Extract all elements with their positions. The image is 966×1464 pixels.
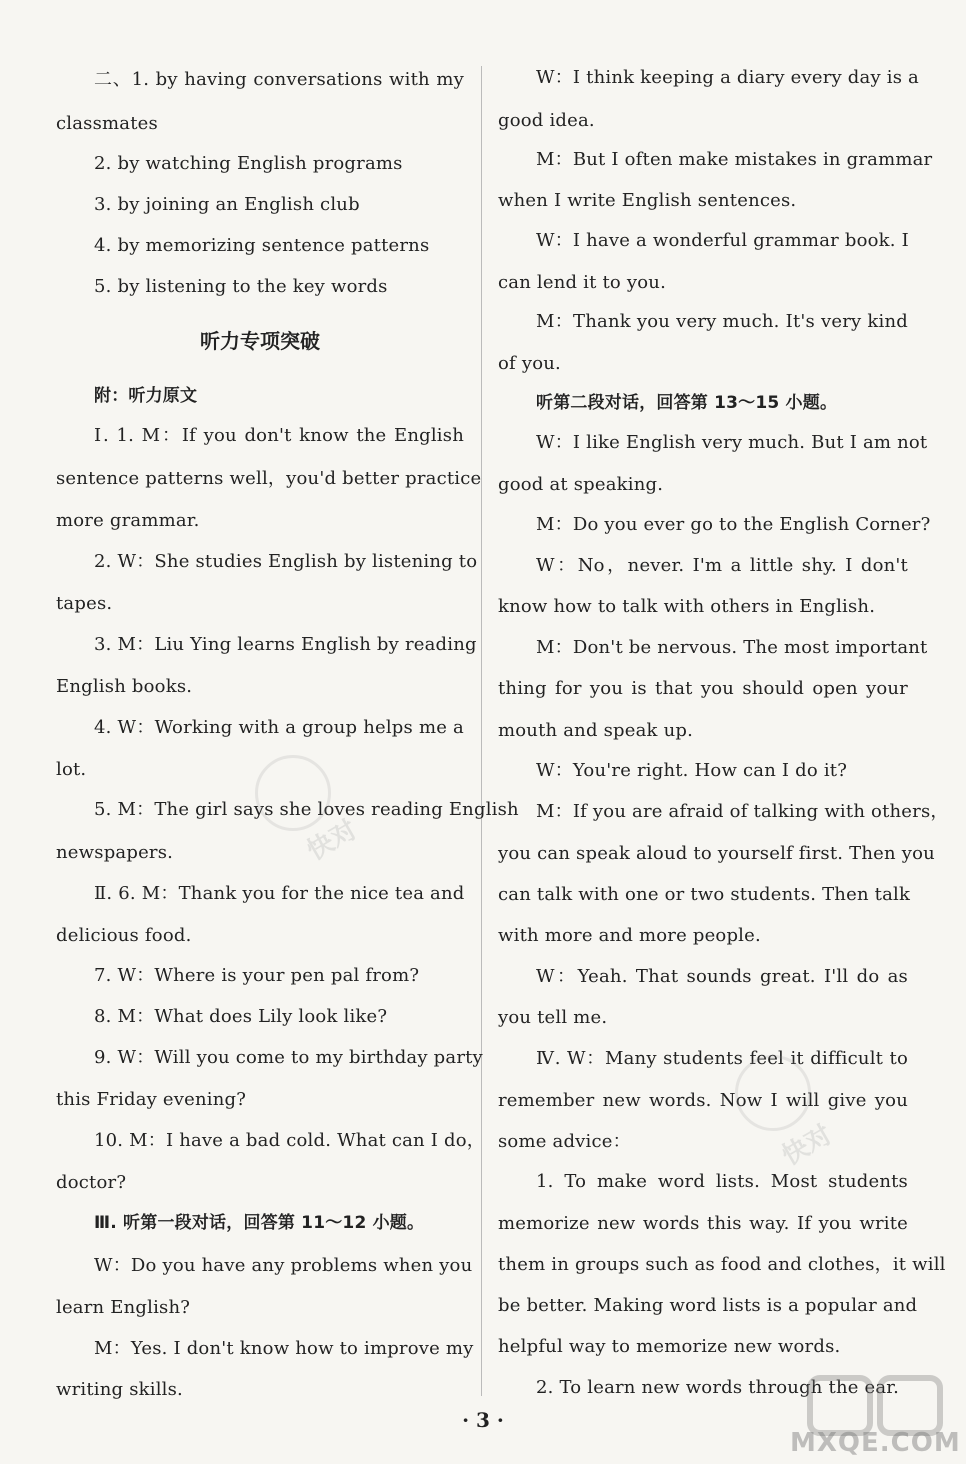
transcript-line: M：Don't be nervous. The most important [536, 637, 928, 658]
transcript-line: 10. M：I have a bad cold. What can I do， [94, 1130, 485, 1151]
answer-line: 3. by joining an English club [94, 194, 360, 215]
transcript-line: helpful way to memorize new words. [498, 1336, 841, 1357]
transcript-line: M：But I often make mistakes in grammar [536, 149, 933, 170]
transcript-line: you tell me. [498, 1007, 608, 1028]
transcript-line: can lend it to you. [498, 272, 666, 293]
transcript-line: W：I have a wonderful grammar book. I [536, 230, 909, 251]
watermark-text: 快对 [302, 814, 363, 867]
transcript-line: know how to talk with others in English. [498, 596, 876, 617]
transcript-line: sentence patterns well，you'd better practice [56, 468, 482, 489]
transcript-line: good at speaking. [498, 474, 664, 495]
site-watermark-text: MXQE.COM [790, 1428, 961, 1458]
transcript-line: be better. Making word lists is a popular and [498, 1295, 918, 1316]
transcript-line: M：If you are afraid of talking with others， [536, 801, 949, 822]
watermark-circle-icon [255, 755, 331, 831]
section-heading: 听力专项突破 [200, 329, 320, 353]
transcript-line: lot. [56, 759, 87, 780]
transcript-line: writing skills. [56, 1379, 183, 1400]
watermark-circle-icon [735, 1055, 811, 1131]
transcript-line: newspapers. [56, 842, 174, 863]
transcript-line: good idea. [498, 110, 595, 131]
transcript-line: of you. [498, 353, 561, 374]
watermark-text: 快对 [777, 1119, 838, 1172]
transcript-line: this Friday evening? [56, 1089, 247, 1110]
transcript-line: remember new words. Now I will give you [498, 1090, 908, 1111]
transcript-line: when I write English sentences. [498, 190, 797, 211]
section-instruction: Ⅲ. 听第一段对话，回答第 11～12 小题。 [94, 1213, 425, 1233]
transcript-line: learn English? [56, 1297, 191, 1318]
transcript-line: with more and more people. [498, 925, 761, 946]
transcript-line: W：No，never. I'm a little shy. I don't [536, 555, 908, 576]
transcript-line: thing for you is that you should open your [498, 678, 908, 699]
transcript-line: M：Thank you very much. It's very kind [536, 311, 908, 332]
transcript-line: W：I think keeping a diary every day is a [536, 67, 919, 88]
transcript-line: some advice： [498, 1131, 631, 1152]
transcript-line: Ⅰ. 1. M：If you don't know the English [94, 425, 464, 446]
transcript-line: you can speak aloud to yourself first. Then you [498, 843, 935, 864]
transcript-line: more grammar. [56, 510, 200, 531]
transcript-line: W：You're right. How can I do it? [536, 760, 848, 781]
transcript-line: 2. W：She studies English by listening to [94, 551, 478, 572]
transcript-line: W：Do you have any problems when you [94, 1255, 473, 1276]
transcript-line: W：I like English very much. But I am not [536, 432, 928, 453]
transcript-line: 9. W：Will you come to my birthday party [94, 1047, 483, 1068]
transcript-line: M：Do you ever go to the English Corner? [536, 514, 931, 535]
transcript-line: doctor? [56, 1172, 127, 1193]
transcript-line: tapes. [56, 593, 113, 614]
transcript-line: 2. To learn new words through the ear. [536, 1377, 900, 1398]
answer-line: 二、1. by having conversations with my [94, 69, 464, 90]
transcript-line: Ⅱ. 6. M：Thank you for the nice tea and [94, 883, 465, 904]
answer-line: 4. by memorizing sentence patterns [94, 235, 430, 256]
transcript-line: W：Yeah. That sounds great. I'll do as [536, 966, 908, 987]
transcript-line: 7. W：Where is your pen pal from? [94, 965, 420, 986]
column-divider [481, 66, 482, 1396]
page-number: · 3 · [462, 1408, 504, 1432]
answer-line: 5. by listening to the key words [94, 276, 388, 297]
transcript-line: English books. [56, 676, 193, 697]
transcript-line: Ⅳ. W：Many students feel it difficult to [536, 1048, 908, 1069]
transcript-line: can talk with one or two students. Then talk [498, 884, 911, 905]
transcript-line: delicious food. [56, 925, 192, 946]
section-subheading: 附：听力原文 [94, 386, 198, 406]
transcript-line: 1. To make word lists. Most students [536, 1171, 908, 1192]
answer-line: 2. by watching English programs [94, 153, 403, 174]
transcript-line: 3. M：Liu Ying learns English by reading [94, 634, 477, 655]
answer-line: classmates [56, 113, 158, 134]
section-instruction: 听第二段对话，回答第 13～15 小题。 [536, 393, 838, 413]
transcript-line: 5. M：The girl says she loves reading English [94, 799, 519, 820]
transcript-line: M：Yes. I don't know how to improve my [94, 1338, 474, 1359]
transcript-line: them in groups such as food and clothes，it will [498, 1254, 946, 1275]
transcript-line: 8. M：What does Lily look like? [94, 1006, 388, 1027]
transcript-line: 4. W：Working with a group helps me a [94, 717, 464, 738]
transcript-line: memorize new words this way. If you write [498, 1213, 908, 1234]
transcript-line: mouth and speak up. [498, 720, 694, 741]
